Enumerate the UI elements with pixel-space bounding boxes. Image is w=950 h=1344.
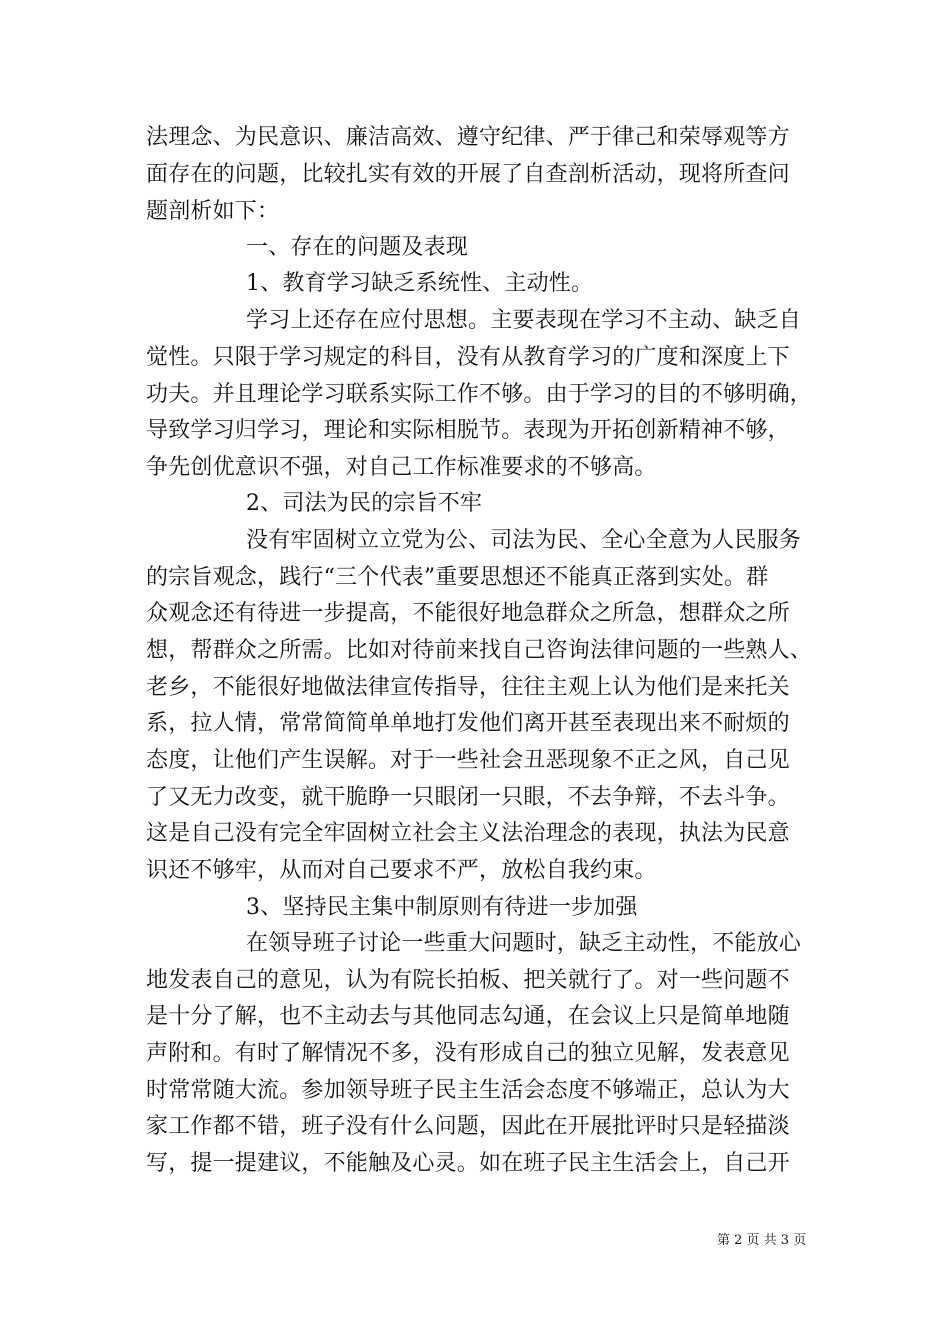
text-line: 争先创优意识不强，对自己工作标准要求的不够高。 <box>146 455 657 480</box>
text-line: 写，提一提建议，不能触及心灵。如在班子民主生活会上，自己开 <box>146 1151 790 1176</box>
subsection-heading: 3、坚持民主集中制原则有待进一步加强 <box>246 895 638 920</box>
text-line: 了又无力改变，就干脆睁一只眼闭一只眼，不去争辩，不去斗争。 <box>146 785 790 810</box>
page-number-footer: 第 2 页 共 3 页 <box>717 1233 807 1248</box>
text-line: 想，帮群众之所需。比如对待前来找自己咨询法律问题的一些熟人、 <box>146 638 813 663</box>
subsection-heading: 2、司法为民的宗旨不牢 <box>246 491 483 516</box>
text-line: 导致学习归学习，理论和实际相脱节。表现为开拓创新精神不够， <box>146 418 790 443</box>
text-line: 时常常随大流。参加领导班子民主生活会态度不够端正，总认为大 <box>146 1078 790 1103</box>
text-line: 家工作都不错，班子没有什么问题，因此在开展批评时只是轻描淡 <box>146 1114 790 1139</box>
text-line: 这是自己没有完全牢固树立社会主义法治理念的表现，执法为民意 <box>146 821 790 846</box>
text-line: 态度，让他们产生误解。对于一些社会丑恶现象不正之风，自己见 <box>146 748 790 773</box>
text-line: 觉性。只限于学习规定的科目，没有从教育学习的广度和深度上下 <box>146 345 790 370</box>
paragraph-start: 没有牢固树立立党为公、司法为民、全心全意为人民服务 <box>246 528 802 553</box>
text-line: 是十分了解，也不主动去与其他同志勾通，在会议上只是简单地随 <box>146 1004 790 1029</box>
text-line: 系，拉人情，常常简简单单地打发他们离开甚至表现出来不耐烦的 <box>146 711 790 736</box>
paragraph-start: 学习上还存在应付思想。主要表现在学习不主动、缺乏自 <box>246 308 802 333</box>
text-line: 面存在的问题，比较扎实有效的开展了自查剖析活动，现将所查问 <box>146 162 790 187</box>
text-line: 题剖析如下： <box>146 199 280 224</box>
paragraph-start: 在领导班子讨论一些重大问题时，缺乏主动性，不能放心 <box>246 931 802 956</box>
subsection-heading: 1、教育学习缺乏系统性、主动性。 <box>246 271 594 296</box>
text-line: 老乡，不能很好地做法律宣传指导，往往主观上认为他们是来托关 <box>146 675 790 700</box>
text-line: 声附和。有时了解情况不多，没有形成自己的独立见解，发表意见 <box>146 1041 790 1066</box>
text-line: 法理念、为民意识、廉洁高效、遵守纪律、严于律己和荣辱观等方 <box>146 125 790 150</box>
text-line: 的宗旨观念，践行“三个代表”重要思想还不能真正落到实处。群 <box>146 565 769 590</box>
text-line: 功夫。并且理论学习联系实际工作不够。由于学习的目的不够明确， <box>146 382 813 407</box>
section-heading: 一、存在的问题及表现 <box>246 235 469 260</box>
text-line: 众观念还有待进一步提高，不能很好地急群众之所急，想群众之所 <box>146 601 790 626</box>
text-line: 地发表自己的意见，认为有院长拍板、把关就行了。对一些问题不 <box>146 968 790 993</box>
text-line: 识还不够牢，从而对自己要求不严，放松自我约束。 <box>146 858 657 883</box>
